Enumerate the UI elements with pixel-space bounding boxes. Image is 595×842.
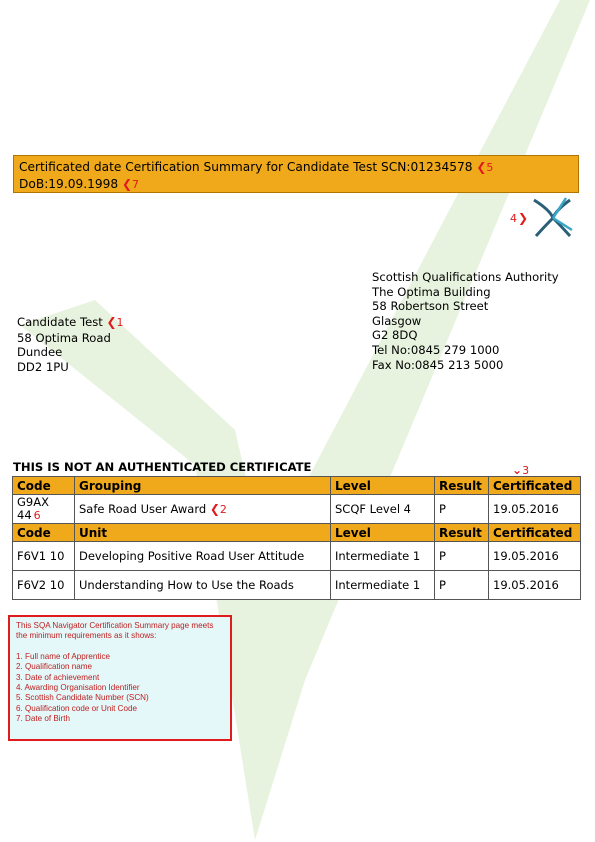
list-item: 4. Awarding Organisation Identifier: [16, 683, 140, 693]
dob-line: [19, 176, 573, 193]
grouping-cell: [75, 495, 331, 524]
certificated-cell: 19.05.2016: [489, 542, 581, 571]
chevron-left-icon: ❮: [121, 177, 133, 191]
marker-7: 7: [132, 178, 140, 191]
unit-code-cell: F6V1 10: [13, 542, 75, 571]
col-header-result: Result: [435, 477, 489, 495]
group-header-row: [13, 477, 581, 495]
sqa-address-line: G2 8DQ: [372, 328, 418, 343]
col-header-code: Code: [13, 477, 75, 495]
sqa-cross-logo-icon: [528, 196, 576, 240]
marker-2: 2: [219, 502, 227, 516]
col-header-unit: Unit: [75, 524, 331, 542]
level-cell: Intermediate 1: [331, 571, 435, 600]
requirements-list: [16, 652, 224, 725]
candidate-address-line: Dundee: [17, 345, 63, 360]
result-cell: P: [435, 495, 489, 524]
certificated-cell: 19.05.2016: [489, 495, 581, 524]
sqa-address: [372, 270, 559, 372]
summary-title-line: [19, 159, 573, 176]
chevron-left-icon: ❮: [106, 315, 117, 329]
requirements-notes-box: [8, 615, 232, 741]
sqa-address-line: Scottish Qualifications Authority: [372, 270, 559, 284]
list-item: 5. Scottish Candidate Number (SCN): [16, 693, 149, 703]
sqa-address-line: The Optima Building: [372, 284, 491, 299]
unit-header-row: [13, 524, 581, 542]
table-row: [13, 542, 581, 571]
list-item: 3. Date of achievement: [16, 672, 100, 682]
list-item: 6. Qualification code or Unit Code: [16, 703, 138, 713]
unit-name-cell: Developing Positive Road User Attitude: [75, 542, 331, 571]
certificated-cell: 19.05.2016: [489, 571, 581, 600]
marker-3: 3: [522, 464, 530, 477]
sqa-logo: [510, 196, 576, 240]
sqa-address-line: Glasgow: [372, 313, 422, 328]
grouping-name: Safe Road User Award: [79, 501, 207, 516]
marker-4: 4: [510, 211, 517, 225]
table-row: [13, 495, 581, 524]
results-table: [12, 476, 581, 600]
candidate-address: [17, 315, 124, 374]
list-item: 1. Full name of Apprentice: [16, 651, 111, 661]
col-header-result: Result: [435, 524, 489, 542]
col-header-level: Level: [331, 477, 435, 495]
certification-summary-banner: [13, 155, 579, 193]
chevron-down-icon: ⌄: [512, 463, 523, 477]
group-code: G9AX 44: [17, 495, 49, 522]
marker-1: 1: [116, 316, 124, 329]
list-item: 7. Date of Birth: [16, 714, 70, 724]
result-cell: P: [435, 542, 489, 571]
candidate-address-line: 58 Optima Road: [17, 330, 111, 345]
date-of-birth: DoB:19.09.1998: [19, 177, 119, 191]
col-header-certificated: Certificated: [489, 524, 581, 542]
col-header-code: Code: [13, 524, 75, 542]
sqa-phone: Tel No:0845 279 1000: [372, 342, 500, 357]
chevron-left-icon: ❮: [476, 160, 487, 174]
marker-5: 5: [486, 161, 494, 174]
marker-6: 6: [33, 509, 41, 522]
result-cell: P: [435, 571, 489, 600]
sqa-address-line: 58 Robertson Street: [372, 299, 489, 314]
col-header-grouping: Grouping: [75, 477, 331, 495]
summary-title: Certificated date Certification Summary for Candidate Test SCN:01234578: [19, 160, 473, 174]
col-header-level: Level: [331, 524, 435, 542]
list-item: 2. Qualification name: [16, 662, 93, 672]
unit-code-cell: F6V2 10: [13, 571, 75, 600]
not-authenticated-heading: THIS IS NOT AN AUTHENTICATED CERTIFICATE: [13, 460, 312, 474]
chevron-left-icon: ❮: [209, 501, 220, 516]
table-row: [13, 571, 581, 600]
level-cell: SCQF Level 4: [331, 495, 435, 524]
chevron-right-icon: ❯: [518, 211, 529, 225]
sqa-fax: Fax No:0845 213 5000: [372, 357, 504, 372]
col-header-certificated: Certificated: [489, 477, 581, 495]
unit-name-cell: Understanding How to Use the Roads: [75, 571, 331, 600]
candidate-address-line: DD2 1PU: [17, 359, 69, 374]
candidate-name-line: [17, 315, 124, 331]
candidate-name: Candidate Test: [17, 315, 103, 329]
level-cell: Intermediate 1: [331, 542, 435, 571]
notes-intro: This SQA Navigator Certification Summary page meets the minimum requirements as it shows:: [16, 621, 214, 641]
group-code-cell: [13, 495, 75, 524]
